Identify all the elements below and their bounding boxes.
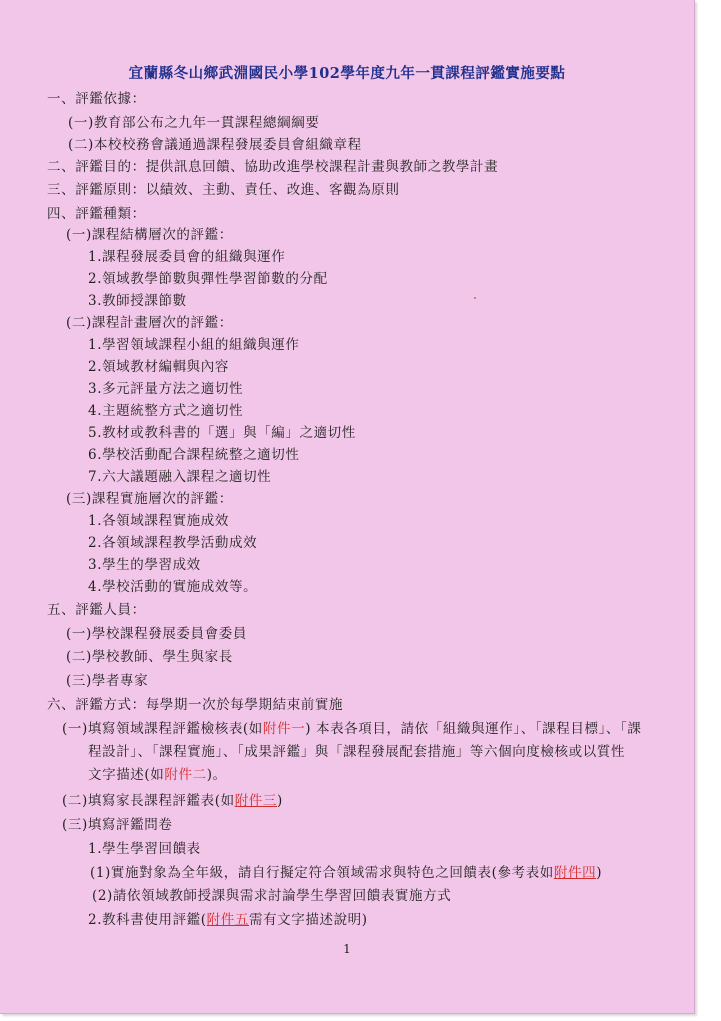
attachment-5-ref[interactable]: 附件五 xyxy=(206,912,249,928)
section-5-item-3: (三)學者專家 xyxy=(66,673,149,689)
section-6-para-1-text: (一)填寫領域課程評鑑檢核表(如 xyxy=(62,721,263,737)
section-4-heading: 四、評鑑種類： xyxy=(47,206,146,222)
section-6-para-3-label: (三)填寫評鑑問卷 xyxy=(62,817,173,833)
section-5-item-1: (一)學校課程發展委員會委員 xyxy=(66,626,247,642)
section-1-item-2: (二)本校校務會議通過課程發展委員會組織章程 xyxy=(68,137,362,153)
section-6-para-1-line-3 xyxy=(88,766,227,784)
section-4-group-2-item: 7.六大議題融入課程之適切性 xyxy=(88,469,272,485)
section-6-para-2-text: ) xyxy=(277,793,283,809)
section-4-group-3-item: 3.學生的學習成效 xyxy=(88,557,201,573)
section-4-group-1-item: 3.教師授課節數 xyxy=(88,293,187,309)
section-6-para-1-text: )。 xyxy=(206,767,227,783)
section-5-item-2: (二)學校教師、學生與家長 xyxy=(66,649,233,665)
section-6-para-3-sub-1a xyxy=(90,864,602,882)
section-6-heading: 六、評鑑方式：每學期一次於每學期結束前實施 xyxy=(47,697,344,713)
section-6-para-3-sub-2-text: 需有文字描述說明) xyxy=(248,912,368,928)
section-4-group-2-item: 6.學校活動配合課程統整之適切性 xyxy=(88,447,300,463)
section-4-group-2-item: 2.領域教材編輯與內容 xyxy=(88,359,229,375)
ink-speck xyxy=(474,297,476,299)
section-6-para-1-text: 文字描述(如 xyxy=(88,767,165,783)
section-4-group-3-item: 4.學校活動的實施成效等。 xyxy=(88,579,258,595)
attachment-4-ref[interactable]: 附件四 xyxy=(553,865,597,881)
attachment-1-ref[interactable]: 附件一 xyxy=(262,721,306,737)
section-6-para-1-line-1 xyxy=(62,720,641,738)
section-6-para-3-sub-2 xyxy=(88,911,368,929)
section-4-group-2-label: (二)課程計畫層次的評鑑： xyxy=(66,315,233,331)
section-6-para-2-text: (二)填寫家長課程評鑑表(如 xyxy=(62,793,235,809)
section-6-para-2 xyxy=(62,792,283,810)
section-4-group-2-item: 3.多元評量方法之適切性 xyxy=(88,381,244,397)
attachment-3-ref[interactable]: 附件三 xyxy=(234,793,278,809)
section-6-para-1-text: ) 本表各項目，請依「組織與運作」、「課程目標」、「課 xyxy=(305,721,642,737)
section-4-group-1-item: 1.課程發展委員會的組織與運作 xyxy=(88,249,286,265)
section-6-para-1-line-2: 程設計」、「課程實施」、「成果評鑑」與「課程發展配套措施」等六個向度檢核或以質性 xyxy=(88,744,625,760)
section-4-group-1-label: (一)課程結構層次的評鑑： xyxy=(66,227,233,243)
section-4-group-3-item: 1.各領域課程實施成效 xyxy=(88,513,229,529)
document-title: 宜蘭縣冬山鄉武淵國民小學102學年度九年一貫課程評鑑實施要點 xyxy=(128,65,566,82)
section-1-item-1: (一)教育部公布之九年一貫課程總綱綱要 xyxy=(68,115,320,131)
section-6-para-3-sub-1a-text: ) xyxy=(596,865,603,881)
section-1-heading: 一、評鑑依據： xyxy=(47,91,146,107)
section-4-group-2-item: 4.主題統整方式之適切性 xyxy=(88,403,244,419)
section-4-group-1-item: 2.領域教學節數與彈性學習節數的分配 xyxy=(88,271,328,287)
section-4-group-3-label: (三)課程實施層次的評鑑： xyxy=(66,491,233,507)
section-3-heading: 三、評鑑原則：以績效、主動、責任、改進、客觀為原則 xyxy=(47,182,400,198)
section-6-para-3-sub-2-text: 2.教科書使用評鑑( xyxy=(88,912,207,928)
section-4-group-3-item: 2.各領域課程教學活動成效 xyxy=(88,535,258,551)
section-6-para-3-sub-1: 1.學生學習回饋表 xyxy=(88,841,201,857)
section-5-heading: 五、評鑑人員： xyxy=(47,602,146,618)
section-6-para-3-sub-1b: (2)請依領域教師授課與需求討論學生學習回饋表實施方式 xyxy=(92,888,452,904)
section-4-group-2-item: 1.學習領域課程小組的組織與運作 xyxy=(88,337,300,353)
section-6-para-3-sub-1a-text: (1)實施對象為全年級，請自行擬定符合領域需求與特色之回饋表(參考表如 xyxy=(90,865,554,881)
section-2-heading: 二、評鑑目的：提供訊息回饋、協助改進學校課程計畫與教師之教學計畫 xyxy=(47,159,499,175)
attachment-2-ref[interactable]: 附件二 xyxy=(164,767,207,783)
page-number: 1 xyxy=(343,942,351,956)
section-4-group-2-item: 5.教材或教科書的「選」與「編」之適切性 xyxy=(88,425,356,441)
